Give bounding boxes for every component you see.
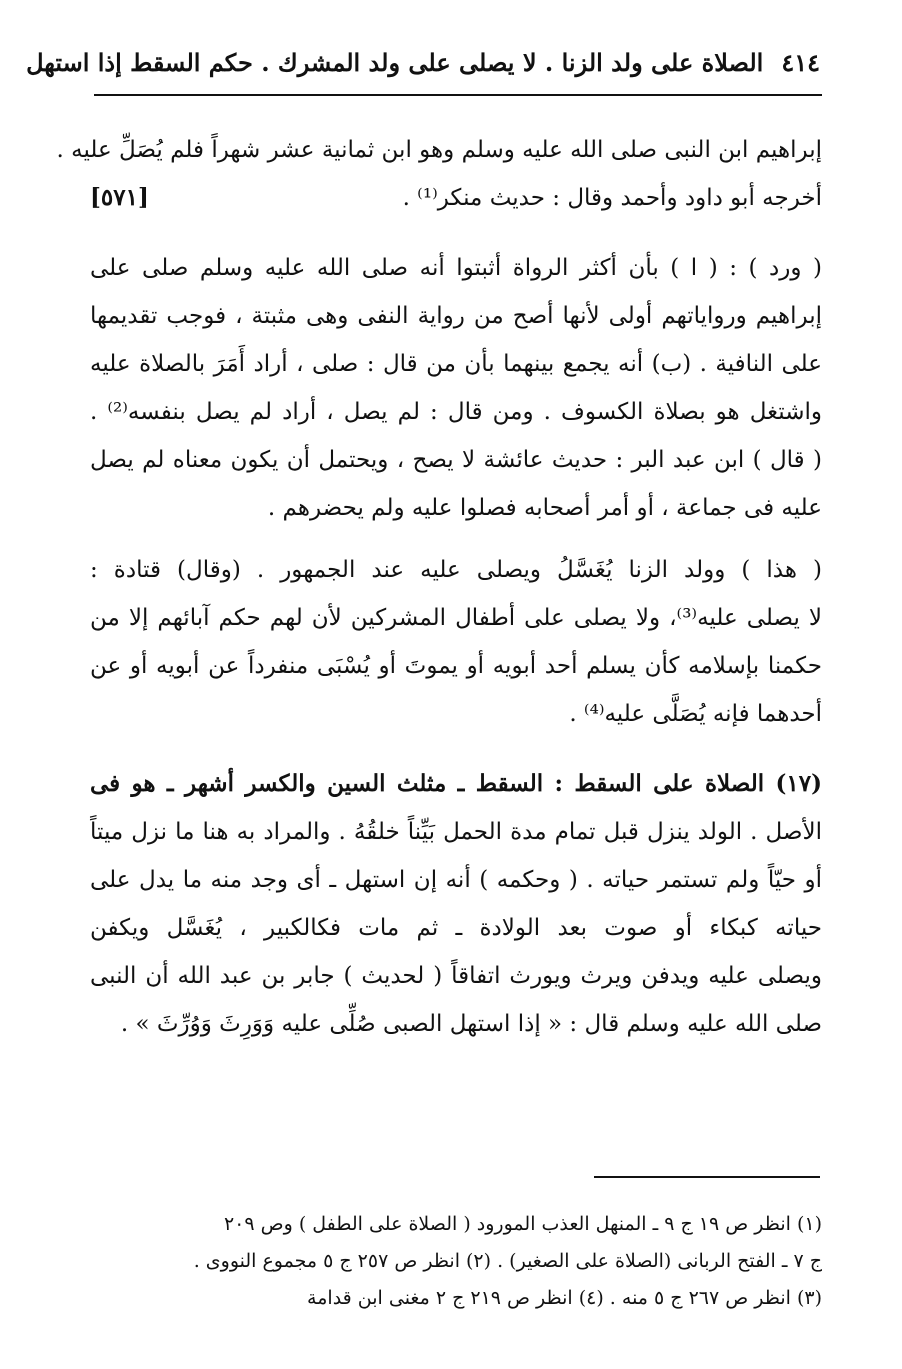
text-line: أحدهما فإنه يُصَلَّى عليه⁽⁴⁾ .	[569, 701, 822, 727]
footnote-rule	[594, 1176, 820, 1178]
text-line: إبراهيم ورواياتهم أولى لأنها أصح من رواية النفى وهى مثبتة ، فوجب تقديمها	[90, 303, 822, 329]
text-line: ويصلى عليه ويدفن ويرث ويورث اتفاقاً ( لحديث ) جابر بن عبد الله أن النبى	[90, 963, 822, 989]
hadith-source: أخرجه أبو داود وأحمد وقال : حديث منكر⁽¹⁾ .	[402, 185, 822, 211]
text-line: صلى الله عليه وسلم قال : « إذا استهل الصبى صُلِّى عليه وَوَرِثَ وَوُرِّثَ » .	[120, 1011, 822, 1037]
footnote-line: ج ٧ ـ الفتح الربانى (الصلاة على الصغير) . (٢) انظر ص ٢٥٧ ج ٥ مجموع النووى .	[193, 1250, 822, 1272]
footnote-line: (١) انظر ص ١٩ ج ٩ ـ المنهل العذب المورود ( الصلاة على الطفل ) وص ٢٠٩	[223, 1213, 822, 1235]
section-heading-line: (١٧) الصلاة على السقط : السقط ـ مثلث السين والكسر أشهر ـ هو فى	[90, 770, 822, 797]
text-line: حكمنا بإسلامه كأن يسلم أحد أبويه أو يموتَ أو يُسْبَى منفرداً عن أبويه أو عن	[90, 653, 822, 679]
page-number: ٤١٤	[781, 47, 820, 77]
footnote-line: (٣) انظر ص ٢٦٧ ج ٥ منه . (٤) انظر ص ٢١٩ ج ٢ مغنى ابن قدامة	[307, 1287, 822, 1309]
text-line: أو حيّاً ولم تستمر حياته . ( وحكمه ) أنه إن استهل ـ أى وجد منه ما يدل على	[90, 867, 822, 893]
text-line: ( ورد ) : ( ا ) بأن أكثر الرواة أثبتوا أنه صلى الله عليه وسلم صلى على	[90, 255, 822, 281]
text-line: ( قال ) ابن عبد البر : حديث عائشة لا يصح ، ويحتمل أن يكون معناه لم يصل	[90, 447, 822, 473]
text-line: لا يصلى عليه⁽³⁾، ولا يصلى على أطفال المشركين لأن لهم حكم آبائهم إلا من	[90, 605, 822, 631]
text-line: عليه فى جماعة ، أو أمر أصحابه فصلوا عليه ولم يحضرهم .	[267, 495, 822, 521]
main-text	[56, 126, 822, 1048]
paragraph-gap	[90, 738, 822, 760]
text-line: واشتغل هو بصلاة الكسوف . ومن قال : لم يصل ، أراد لم يصل بنفسه⁽²⁾ .	[90, 399, 822, 425]
header-rule	[94, 94, 822, 96]
text-line: الأصل . الولد ينزل قبل تمام مدة الحمل بَيِّناً خلقُهُ . والمراد به هنا ما نزل ميتاً	[90, 819, 822, 845]
footnotes	[92, 1206, 822, 1317]
text-line: حياته كبكاء أو صوت بعد الولادة ـ ثم مات فكالكبير ، يُغَسَّل ويكفن	[90, 915, 822, 941]
text-line: ( هذا ) وولد الزنا يُغَسَّلُ ويصلى عليه عند الجمهور . (وقال) قتادة :	[90, 557, 822, 583]
running-head	[26, 36, 820, 88]
hadith-number: [٥٧١]	[90, 184, 149, 211]
hadith-line: إبراهيم ابن النبى صلى الله عليه وسلم وهو ابن ثمانية عشر شهراً فلم يُصَلِّ عليه .	[56, 137, 822, 163]
paragraph-gap	[90, 222, 822, 244]
hadith-reference-line	[90, 174, 822, 222]
paragraph-gap	[90, 532, 822, 546]
text-line: على النافية . (ب) أنه يجمع بينهما بأن من قال : صلى ، أراد أَمَرَ بالصلاة عليه	[90, 351, 822, 377]
running-title: الصلاة على ولد الزنا . لا يصلى على ولد المشرك . حكم السقط إذا استهل	[26, 47, 764, 77]
